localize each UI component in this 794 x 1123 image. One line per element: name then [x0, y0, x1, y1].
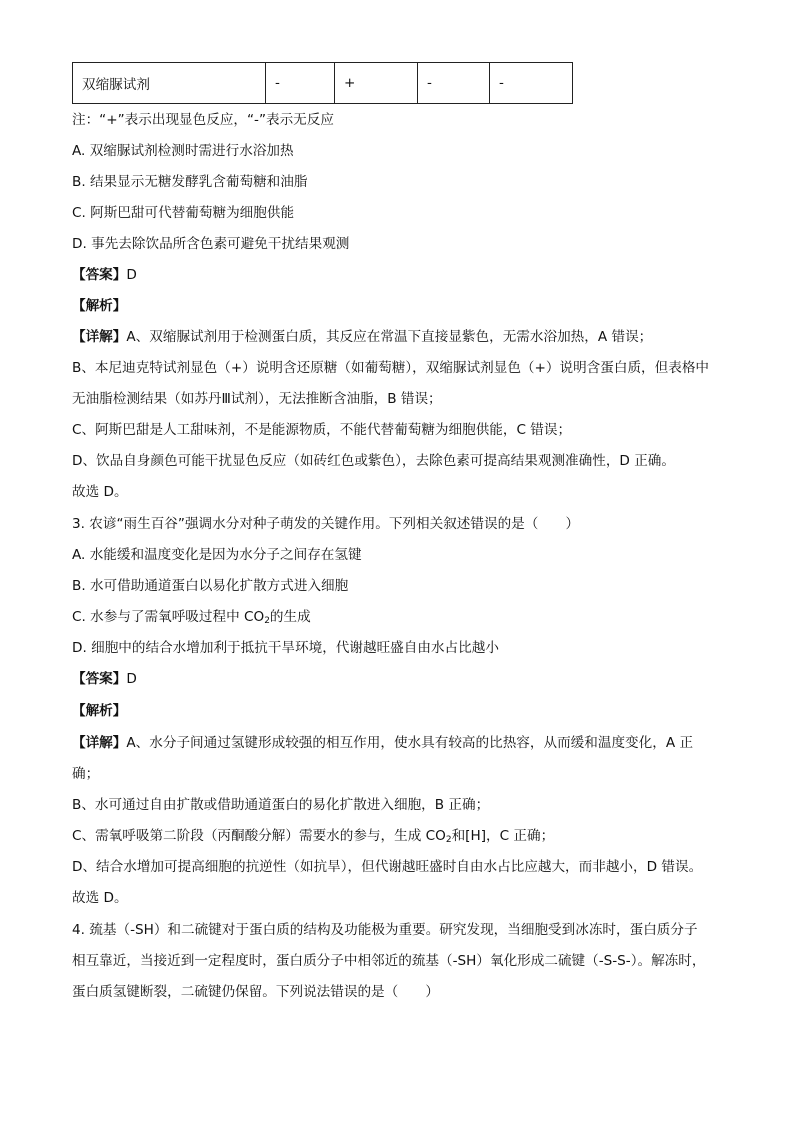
q4-stem-line-3: 蛋白质氢键断裂，二硫键仍保留。下列说法错误的是（ ） [72, 984, 440, 1000]
q2-option-c: C. 阿斯巴甜可代替葡萄糖为细胞供能 [72, 205, 295, 221]
table-row [73, 63, 573, 104]
answer-value: D [126, 267, 137, 283]
answer-tag: 【答案】 [72, 267, 127, 283]
q2-conclusion: 故选 D。 [72, 484, 128, 500]
q2-detail-c: C、阿斯巴甜是人工甜味剂，不是能源物质，不能代替葡萄糖为细胞供能，C 错误； [72, 422, 572, 438]
q3-detail-c: C、需氧呼吸第二阶段（丙酮酸分解）需要水的参与，生成 $CO_2$和[H]，C 正确； [72, 828, 555, 845]
detail-tag: 【详解】 [72, 329, 127, 345]
q3-option-a: A. 水能缓和温度变化是因为水分子之间存在氢键 [72, 547, 362, 563]
answer-value: D [126, 671, 137, 687]
q4-stem-line-2: 相互靠近，当接近到一定程度时，蛋白质分子中相邻近的巯基（-SH）氧化形成二硫键（-S-S-）。解冻时， [72, 953, 706, 969]
q2-detail-d: D、饮品自身颜色可能干扰显色反应（如砖红色或紫色），去除色素可提高结果观测准确性，D 正确。 [72, 453, 675, 469]
q2-option-b: B. 结果显示无糖发酵乳含葡萄糖和油脂 [72, 174, 308, 190]
q3-option-c: C. 水参与了需氧呼吸过程中 $CO_2$的生成 [72, 609, 311, 626]
table-row-label: 双缩脲试剂 [73, 63, 266, 104]
q2-option-a: A. 双缩脲试剂检测时需进行水浴加热 [72, 143, 294, 159]
table-cell: + [335, 63, 418, 104]
q2-analysis-tag: 【解析】 [72, 298, 127, 314]
q3-analysis-tag: 【解析】 [72, 703, 127, 719]
q3-option-b: B. 水可借助通道蛋白以易化扩散方式进入细胞 [72, 578, 349, 594]
q2-detail-b: B、本尼迪克特试剂显色（+）说明含还原糖（如葡萄糖），双缩脲试剂显色（+）说明含蛋白质，但表格中 [72, 360, 710, 376]
q2-answer [72, 269, 137, 283]
q3-answer [72, 673, 137, 687]
table-cell: - [266, 63, 335, 104]
reagent-result-table [72, 62, 573, 104]
q3-detail-d: D、结合水增加可提高细胞的抗逆性（如抗旱），但代谢越旺盛时自由水占比应越大，而非越小，D 错误。 [72, 859, 703, 875]
q3-conclusion: 故选 D。 [72, 890, 128, 906]
q2-option-d: D. 事先去除饮品所含色素可避免干扰结果观测 [72, 236, 350, 252]
detail-tag: 【详解】 [72, 735, 127, 751]
table-cell: - [490, 63, 573, 104]
q2-detail-a: 【详解】A、双缩脲试剂用于检测蛋白质，其反应在常温下直接显紫色，无需水浴加热，A 错误； [72, 329, 653, 345]
q3-detail-a: 【详解】A、水分子间通过氢键形成较强的相互作用，使水具有较高的比热容，从而缓和温度变化，A 正 [72, 735, 694, 751]
q3-option-d: D. 细胞中的结合水增加利于抵抗干旱环境，代谢越旺盛自由水占比越小 [72, 640, 499, 656]
q4-stem-line-1: 4. 巯基（-SH）和二硫键对于蛋白质的结构及功能极为重要。研究发现，当细胞受到冰冻时，蛋白质分子 [72, 922, 698, 938]
q2-detail-b-cont: 无油脂检测结果（如苏丹Ⅲ试剂），无法推断含油脂，B 错误； [72, 391, 442, 407]
answer-tag: 【答案】 [72, 671, 127, 687]
q3-detail-b: B、水可通过自由扩散或借助通道蛋白的易化扩散进入细胞，B 正确； [72, 797, 490, 813]
q3-stem: 3. 农谚“雨生百谷”强调水分对种子萌发的关键作用。下列相关叙述错误的是（ ） [72, 516, 580, 532]
table-cell: - [418, 63, 490, 104]
q3-detail-a-cont: 确； [72, 766, 100, 782]
table-note: 注：“+”表示出现显色反应，“-”表示无反应 [72, 112, 334, 128]
